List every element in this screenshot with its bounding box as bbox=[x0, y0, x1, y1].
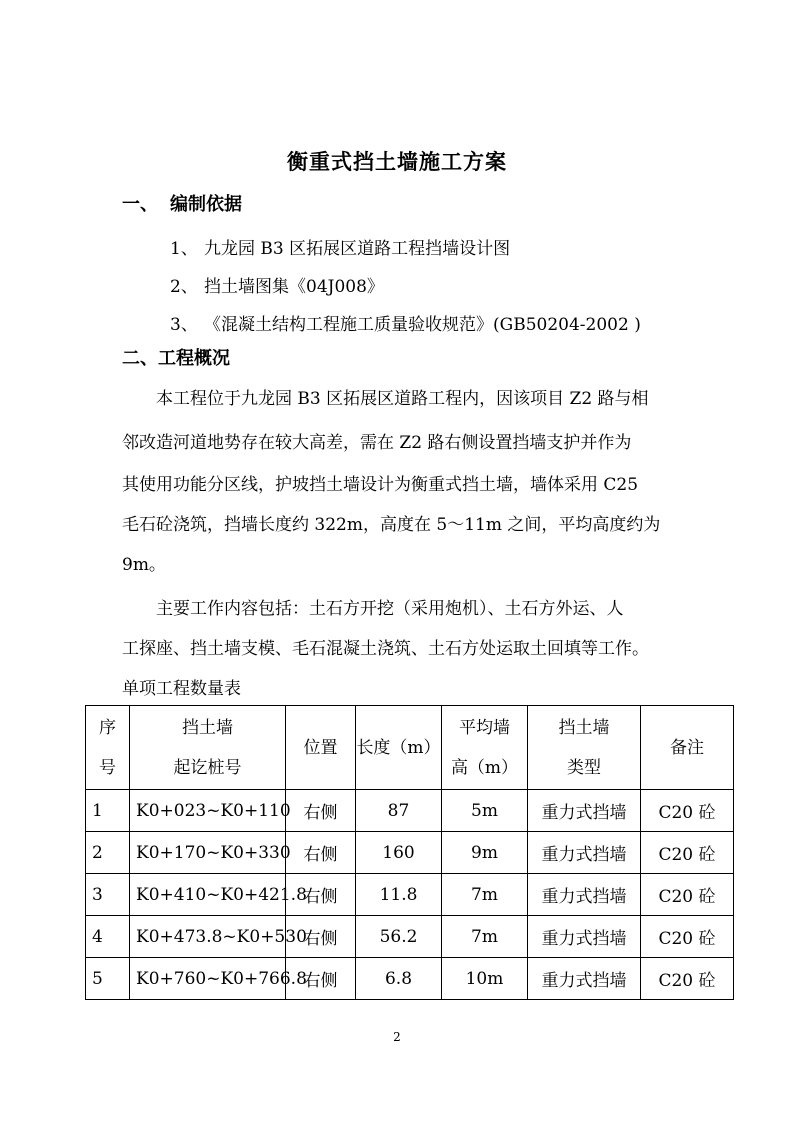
cell-seq: 5 bbox=[86, 958, 130, 1000]
reference-2-text: 挡土墙图集《04J008》 bbox=[204, 277, 384, 297]
cell-height: 7m bbox=[442, 874, 528, 916]
header-remark: 备注 bbox=[641, 706, 734, 790]
paragraph-line: 工探座、挡土墙支模、毛石混凝土浇筑、土石方处运取土回填等工作。 bbox=[122, 639, 649, 659]
section-2-heading: 二、工程概况 bbox=[122, 348, 230, 369]
page-number: 2 bbox=[393, 1030, 401, 1044]
reference-2-number: 2、 bbox=[170, 277, 198, 297]
document-title: 衡重式挡土墙施工方案 bbox=[287, 149, 507, 174]
cell-remark: C20 砼 bbox=[641, 874, 734, 916]
table-row bbox=[86, 958, 734, 1000]
table-header-row bbox=[86, 706, 734, 790]
cell-stake: K0+760~K0+766.8 bbox=[130, 958, 286, 1000]
cell-height: 7m bbox=[442, 916, 528, 958]
cell-position: 右侧 bbox=[286, 958, 356, 1000]
cell-remark: C20 砼 bbox=[641, 958, 734, 1000]
section-1-number: 一、 bbox=[122, 194, 158, 215]
reference-1-number: 1、 bbox=[170, 239, 198, 259]
cell-position: 右侧 bbox=[286, 874, 356, 916]
cell-stake: K0+473.8~K0+530 bbox=[130, 916, 286, 958]
cell-position: 右侧 bbox=[286, 790, 356, 832]
cell-length: 11.8 bbox=[356, 874, 442, 916]
table-row bbox=[86, 874, 734, 916]
cell-type: 重力式挡墙 bbox=[528, 832, 641, 874]
paragraph-line: 邻改造河道地势存在较大高差，需在 Z2 路右侧设置挡墙支护并作为 bbox=[122, 433, 632, 453]
cell-stake: K0+410~K0+421.8 bbox=[130, 874, 286, 916]
cell-height: 9m bbox=[442, 832, 528, 874]
cell-length: 160 bbox=[356, 832, 442, 874]
cell-position: 右侧 bbox=[286, 916, 356, 958]
cell-length: 6.8 bbox=[356, 958, 442, 1000]
header-type: 挡土墙 类型 bbox=[528, 706, 641, 790]
cell-remark: C20 砼 bbox=[641, 916, 734, 958]
reference-3-number: 3、 bbox=[170, 315, 198, 335]
cell-stake: K0+170~K0+330 bbox=[130, 832, 286, 874]
paragraph-line: 9m。 bbox=[122, 555, 166, 575]
cell-seq: 4 bbox=[86, 916, 130, 958]
cell-length: 87 bbox=[356, 790, 442, 832]
cell-length: 56.2 bbox=[356, 916, 442, 958]
cell-seq: 1 bbox=[86, 790, 130, 832]
cell-seq: 3 bbox=[86, 874, 130, 916]
cell-remark: C20 砼 bbox=[641, 832, 734, 874]
section-1-heading: 编制依据 bbox=[170, 194, 242, 215]
paragraph-line: 本工程位于九龙园 B3 区拓展区道路工程内，因该项目 Z2 路与相 bbox=[156, 389, 649, 409]
reference-3-text: 《混凝土结构工程施工质量验收规范》(GB50204-2002 ) bbox=[204, 315, 641, 335]
cell-type: 重力式挡墙 bbox=[528, 790, 641, 832]
header-seq: 序 号 bbox=[86, 706, 130, 790]
table-row bbox=[86, 832, 734, 874]
cell-seq: 2 bbox=[86, 832, 130, 874]
header-stake: 挡土墙 起讫桩号 bbox=[130, 706, 286, 790]
cell-stake: K0+023~K0+110 bbox=[130, 790, 286, 832]
reference-1-text: 九龙园 B3 区拓展区道路工程挡墙设计图 bbox=[204, 239, 511, 259]
table-caption: 单项工程数量表 bbox=[122, 679, 241, 699]
cell-type: 重力式挡墙 bbox=[528, 874, 641, 916]
paragraph-line: 毛石砼浇筑，挡墙长度约 322m，高度在 5～11m 之间，平均高度约为 bbox=[122, 515, 661, 535]
cell-height: 5m bbox=[442, 790, 528, 832]
cell-position: 右侧 bbox=[286, 832, 356, 874]
header-position: 位置 bbox=[286, 706, 356, 790]
cell-type: 重力式挡墙 bbox=[528, 958, 641, 1000]
table-row bbox=[86, 790, 734, 832]
cell-height: 10m bbox=[442, 958, 528, 1000]
cell-remark: C20 砼 bbox=[641, 790, 734, 832]
cell-type: 重力式挡墙 bbox=[528, 916, 641, 958]
paragraph-line: 其使用功能分区线，护坡挡土墙设计为衡重式挡土墙，墙体采用 C25 bbox=[122, 475, 639, 495]
table-row bbox=[86, 916, 734, 958]
header-height: 平均墙 高（m） bbox=[442, 706, 528, 790]
quantity-table bbox=[85, 705, 734, 1000]
paragraph-line: 主要工作内容包括：土石方开挖（采用炮机）、土石方外运、人 bbox=[156, 599, 624, 619]
header-length: 长度（m） bbox=[356, 706, 442, 790]
